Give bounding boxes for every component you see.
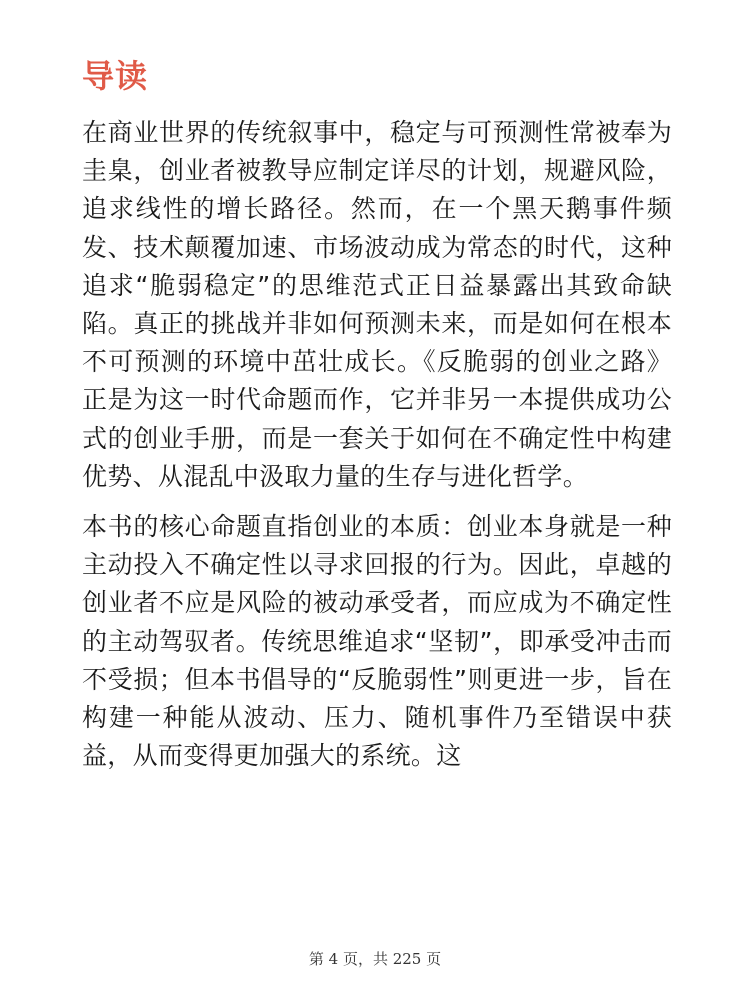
paragraph-2: 本书的核心命题直指创业的本质：创业本身就是一种主动投入不确定性以寻求回报的行为。因此，卓越的创业者不应是风险的被动承受者，而应成为不确定性的主动驾驭者。传统思维追求“坚韧”，即承受冲击而不受损；但本书倡导的“反脆弱性”则更进一步，旨在构建一种能从波动、压力、随机事件乃至错误中获益，从而变得更加强大的系统。这 <box>82 512 672 771</box>
body-text <box>82 114 672 787</box>
paragraph-1: 在商业世界的传统叙事中，稳定与可预测性常被奉为圭臬，创业者被教导应制定详尽的计划，规避风险，追求线性的增长路径。然而，在一个黑天鹅事件频发、技术颠覆加速、市场波动成为常态的时代，这种追求“脆弱稳定”的思维范式正日益暴露出其致命缺陷。真正的挑战并非如何预测未来，而是如何在根本不可预测的环境中茁壮成长。《反脆弱的创业之路》正是为这一时代命题而作，它并非另一本提供成功公式的创业手册，而是一套关于如何在不确定性中构建优势、从混乱中汲取力量的生存与进化哲学。 <box>82 118 672 491</box>
page-number-footer: 第 4 页，共 225 页 <box>308 950 442 968</box>
section-title: 导读 <box>82 57 149 95</box>
